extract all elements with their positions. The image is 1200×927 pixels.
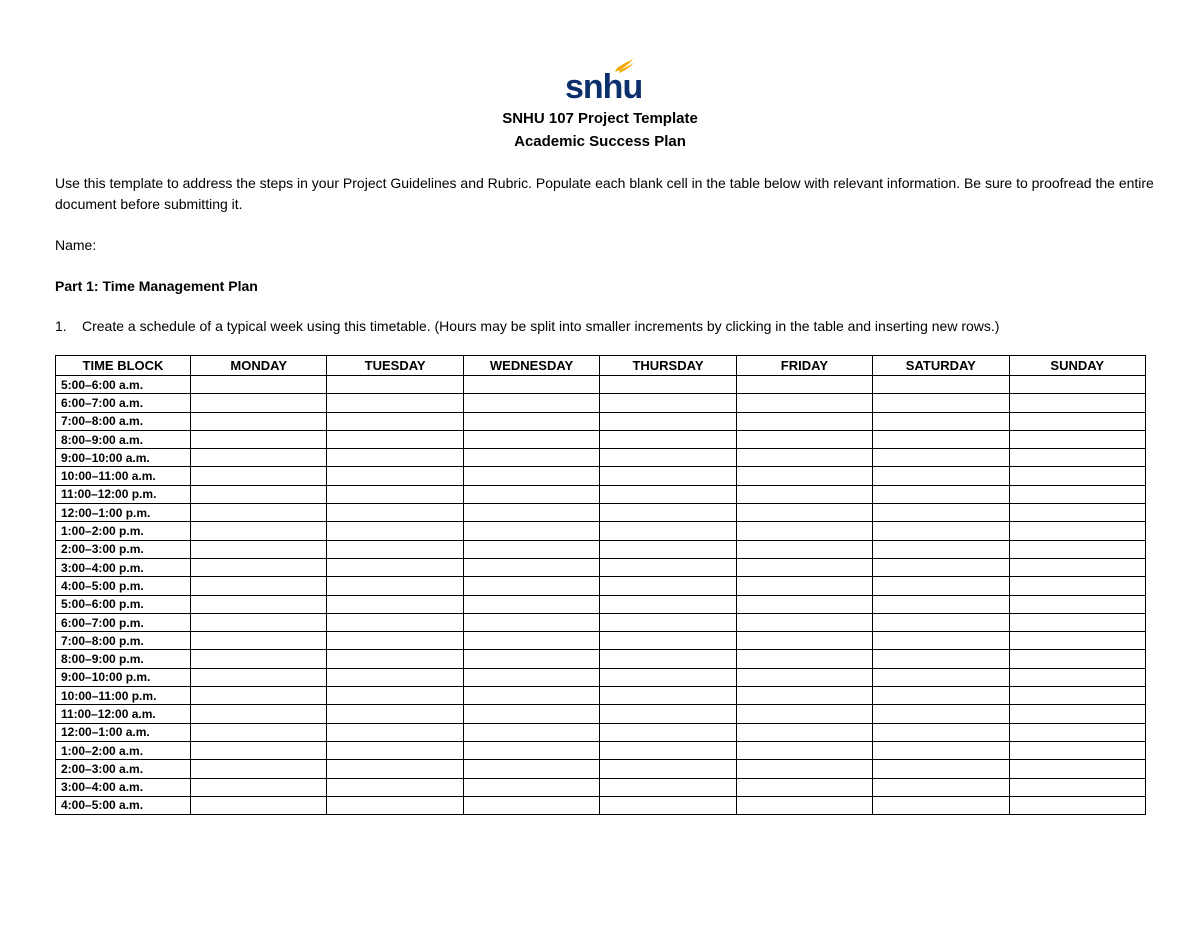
schedule-cell-sunday[interactable]	[1009, 723, 1145, 741]
logo-text: snhu	[565, 68, 643, 106]
schedule-cell-tuesday[interactable]	[327, 595, 463, 613]
schedule-cell-saturday[interactable]	[873, 412, 1009, 430]
schedule-cell-tuesday[interactable]	[327, 650, 463, 668]
schedule-cell-wednesday[interactable]	[463, 558, 599, 576]
schedule-cell-friday[interactable]	[736, 613, 872, 631]
table-row	[56, 430, 1146, 448]
schedule-cell-wednesday[interactable]	[463, 778, 599, 796]
schedule-cell-thursday[interactable]	[600, 430, 736, 448]
schedule-cell-monday[interactable]	[191, 394, 327, 412]
schedule-cell-friday[interactable]	[736, 650, 872, 668]
schedule-cell-tuesday[interactable]	[327, 467, 463, 485]
schedule-cell-friday[interactable]	[736, 558, 872, 576]
schedule-cell-saturday[interactable]	[873, 558, 1009, 576]
schedule-cell-sunday[interactable]	[1009, 595, 1145, 613]
schedule-cell-tuesday[interactable]	[327, 485, 463, 503]
document-title: SNHU 107 Project Template	[502, 110, 698, 127]
schedule-cell-friday[interactable]	[736, 504, 872, 522]
schedule-cell-tuesday[interactable]	[327, 778, 463, 796]
schedule-cell-friday[interactable]	[736, 430, 872, 448]
schedule-cell-friday[interactable]	[736, 412, 872, 430]
schedule-cell-saturday[interactable]	[873, 540, 1009, 558]
schedule-cell-monday[interactable]	[191, 796, 327, 814]
intro-paragraph: Use this template to address the steps in your Project Guidelines and Rubric. Populate each blank cell in the table below with relevant information. Be sure to proofread the entire document before submitting it.	[55, 175, 1154, 212]
schedule-cell-wednesday[interactable]	[463, 540, 599, 558]
schedule-cell-thursday[interactable]	[600, 558, 736, 576]
time-block-cell: 9:00–10:00 p.m.	[56, 668, 191, 686]
schedule-cell-wednesday[interactable]	[463, 522, 599, 540]
schedule-cell-sunday[interactable]	[1009, 577, 1145, 595]
schedule-cell-monday[interactable]	[191, 723, 327, 741]
schedule-cell-saturday[interactable]	[873, 504, 1009, 522]
schedule-cell-thursday[interactable]	[600, 485, 736, 503]
schedule-cell-tuesday[interactable]	[327, 741, 463, 759]
schedule-cell-sunday[interactable]	[1009, 485, 1145, 503]
name-label: Name:	[55, 237, 97, 253]
schedule-cell-wednesday[interactable]	[463, 723, 599, 741]
schedule-cell-monday[interactable]	[191, 687, 327, 705]
table-row	[56, 613, 1146, 631]
schedule-cell-friday[interactable]	[736, 485, 872, 503]
schedule-cell-thursday[interactable]	[600, 650, 736, 668]
table-row	[56, 485, 1146, 503]
schedule-cell-sunday[interactable]	[1009, 540, 1145, 558]
time-block-cell: 2:00–3:00 a.m.	[56, 760, 191, 778]
time-block-cell: 10:00–11:00 a.m.	[56, 467, 191, 485]
schedule-cell-tuesday[interactable]	[327, 522, 463, 540]
table-header-row	[56, 356, 1146, 376]
table-row	[56, 522, 1146, 540]
schedule-cell-saturday[interactable]	[873, 778, 1009, 796]
schedule-cell-thursday[interactable]	[600, 540, 736, 558]
schedule-cell-saturday[interactable]	[873, 687, 1009, 705]
time-block-cell: 3:00–4:00 p.m.	[56, 558, 191, 576]
schedule-cell-saturday[interactable]	[873, 705, 1009, 723]
time-block-cell: 9:00–10:00 a.m.	[56, 449, 191, 467]
schedule-cell-sunday[interactable]	[1009, 522, 1145, 540]
schedule-cell-sunday[interactable]	[1009, 668, 1145, 686]
schedule-cell-thursday[interactable]	[600, 778, 736, 796]
schedule-cell-monday[interactable]	[191, 522, 327, 540]
schedule-cell-saturday[interactable]	[873, 760, 1009, 778]
column-header-sunday: SUNDAY	[1009, 356, 1145, 376]
schedule-cell-monday[interactable]	[191, 650, 327, 668]
schedule-cell-wednesday[interactable]	[463, 741, 599, 759]
schedule-cell-wednesday[interactable]	[463, 376, 599, 394]
schedule-cell-saturday[interactable]	[873, 650, 1009, 668]
schedule-cell-tuesday[interactable]	[327, 632, 463, 650]
schedule-cell-friday[interactable]	[736, 394, 872, 412]
schedule-cell-thursday[interactable]	[600, 687, 736, 705]
schedule-cell-friday[interactable]	[736, 595, 872, 613]
time-block-cell: 6:00–7:00 a.m.	[56, 394, 191, 412]
schedule-cell-friday[interactable]	[736, 449, 872, 467]
schedule-cell-saturday[interactable]	[873, 467, 1009, 485]
schedule-cell-thursday[interactable]	[600, 449, 736, 467]
schedule-cell-tuesday[interactable]	[327, 430, 463, 448]
schedule-cell-tuesday[interactable]	[327, 796, 463, 814]
schedule-cell-monday[interactable]	[191, 449, 327, 467]
schedule-cell-monday[interactable]	[191, 558, 327, 576]
part1-instruction	[55, 316, 1155, 337]
schedule-cell-sunday[interactable]	[1009, 632, 1145, 650]
schedule-cell-saturday[interactable]	[873, 632, 1009, 650]
schedule-cell-thursday[interactable]	[600, 632, 736, 650]
schedule-cell-sunday[interactable]	[1009, 687, 1145, 705]
schedule-cell-wednesday[interactable]	[463, 668, 599, 686]
schedule-cell-wednesday[interactable]	[463, 467, 599, 485]
schedule-cell-tuesday[interactable]	[327, 577, 463, 595]
column-header-time-block: TIME BLOCK	[56, 356, 191, 376]
schedule-cell-sunday[interactable]	[1009, 394, 1145, 412]
schedule-cell-wednesday[interactable]	[463, 632, 599, 650]
schedule-cell-saturday[interactable]	[873, 394, 1009, 412]
schedule-cell-tuesday[interactable]	[327, 394, 463, 412]
schedule-cell-saturday[interactable]	[873, 430, 1009, 448]
schedule-cell-tuesday[interactable]	[327, 558, 463, 576]
time-block-cell: 8:00–9:00 p.m.	[56, 650, 191, 668]
schedule-cell-sunday[interactable]	[1009, 796, 1145, 814]
schedule-cell-sunday[interactable]	[1009, 778, 1145, 796]
schedule-cell-thursday[interactable]	[600, 723, 736, 741]
time-block-cell: 1:00–2:00 a.m.	[56, 741, 191, 759]
schedule-cell-thursday[interactable]	[600, 741, 736, 759]
schedule-cell-thursday[interactable]	[600, 504, 736, 522]
time-block-cell: 2:00–3:00 p.m.	[56, 540, 191, 558]
time-block-cell: 4:00–5:00 a.m.	[56, 796, 191, 814]
schedule-cell-saturday[interactable]	[873, 376, 1009, 394]
schedule-cell-friday[interactable]	[736, 540, 872, 558]
schedule-cell-wednesday[interactable]	[463, 613, 599, 631]
time-block-cell: 5:00–6:00 p.m.	[56, 595, 191, 613]
schedule-cell-tuesday[interactable]	[327, 687, 463, 705]
schedule-cell-sunday[interactable]	[1009, 613, 1145, 631]
schedule-cell-friday[interactable]	[736, 760, 872, 778]
schedule-cell-sunday[interactable]	[1009, 449, 1145, 467]
schedule-cell-monday[interactable]	[191, 412, 327, 430]
schedule-cell-monday[interactable]	[191, 504, 327, 522]
table-row	[56, 668, 1146, 686]
table-row	[56, 796, 1146, 814]
table-row	[56, 760, 1146, 778]
schedule-cell-saturday[interactable]	[873, 522, 1009, 540]
schedule-cell-thursday[interactable]	[600, 595, 736, 613]
schedule-cell-monday[interactable]	[191, 485, 327, 503]
schedule-cell-monday[interactable]	[191, 741, 327, 759]
time-block-cell: 12:00–1:00 p.m.	[56, 504, 191, 522]
time-block-cell: 4:00–5:00 p.m.	[56, 577, 191, 595]
schedule-cell-tuesday[interactable]	[327, 668, 463, 686]
schedule-cell-thursday[interactable]	[600, 394, 736, 412]
schedule-cell-monday[interactable]	[191, 430, 327, 448]
part1-heading: Part 1: Time Management Plan	[55, 278, 258, 294]
schedule-cell-thursday[interactable]	[600, 376, 736, 394]
schedule-cell-friday[interactable]	[736, 723, 872, 741]
schedule-cell-wednesday[interactable]	[463, 394, 599, 412]
schedule-cell-monday[interactable]	[191, 778, 327, 796]
schedule-cell-saturday[interactable]	[873, 723, 1009, 741]
table-row	[56, 376, 1146, 394]
time-block-cell: 3:00–4:00 a.m.	[56, 778, 191, 796]
schedule-table	[55, 355, 1146, 815]
time-block-cell: 11:00–12:00 p.m.	[56, 485, 191, 503]
schedule-cell-wednesday[interactable]	[463, 412, 599, 430]
schedule-cell-sunday[interactable]	[1009, 650, 1145, 668]
snhu-logo	[565, 58, 643, 106]
schedule-cell-monday[interactable]	[191, 705, 327, 723]
schedule-cell-thursday[interactable]	[600, 412, 736, 430]
schedule-cell-monday[interactable]	[191, 376, 327, 394]
schedule-cell-wednesday[interactable]	[463, 705, 599, 723]
schedule-cell-wednesday[interactable]	[463, 504, 599, 522]
schedule-cell-wednesday[interactable]	[463, 796, 599, 814]
schedule-cell-tuesday[interactable]	[327, 412, 463, 430]
schedule-cell-friday[interactable]	[736, 741, 872, 759]
schedule-cell-wednesday[interactable]	[463, 650, 599, 668]
schedule-cell-tuesday[interactable]	[327, 760, 463, 778]
schedule-cell-monday[interactable]	[191, 577, 327, 595]
table-row	[56, 723, 1146, 741]
schedule-cell-monday[interactable]	[191, 595, 327, 613]
schedule-cell-saturday[interactable]	[873, 485, 1009, 503]
schedule-cell-tuesday[interactable]	[327, 376, 463, 394]
table-row	[56, 449, 1146, 467]
time-block-cell: 12:00–1:00 a.m.	[56, 723, 191, 741]
schedule-cell-monday[interactable]	[191, 613, 327, 631]
schedule-cell-wednesday[interactable]	[463, 430, 599, 448]
table-row	[56, 504, 1146, 522]
schedule-cell-monday[interactable]	[191, 668, 327, 686]
instruction-text: Create a schedule of a typical week using this timetable. (Hours may be split into smaller increments by clicking in the table and inserting new rows.)	[82, 318, 1000, 334]
schedule-cell-friday[interactable]	[736, 522, 872, 540]
schedule-cell-sunday[interactable]	[1009, 705, 1145, 723]
column-header-tuesday: TUESDAY	[327, 356, 463, 376]
time-block-cell: 10:00–11:00 p.m.	[56, 687, 191, 705]
table-row	[56, 705, 1146, 723]
instruction-number: 1.	[55, 318, 67, 334]
table-row	[56, 741, 1146, 759]
schedule-cell-wednesday[interactable]	[463, 577, 599, 595]
time-block-cell: 8:00–9:00 a.m.	[56, 430, 191, 448]
schedule-cell-thursday[interactable]	[600, 705, 736, 723]
schedule-cell-thursday[interactable]	[600, 522, 736, 540]
schedule-cell-monday[interactable]	[191, 632, 327, 650]
table-row	[56, 577, 1146, 595]
table-row	[56, 778, 1146, 796]
schedule-cell-sunday[interactable]	[1009, 467, 1145, 485]
schedule-cell-thursday[interactable]	[600, 577, 736, 595]
schedule-cell-friday[interactable]	[736, 467, 872, 485]
table-row	[56, 540, 1146, 558]
schedule-cell-monday[interactable]	[191, 467, 327, 485]
schedule-cell-tuesday[interactable]	[327, 449, 463, 467]
time-block-cell: 11:00–12:00 a.m.	[56, 705, 191, 723]
schedule-cell-saturday[interactable]	[873, 449, 1009, 467]
schedule-cell-friday[interactable]	[736, 778, 872, 796]
schedule-cell-friday[interactable]	[736, 796, 872, 814]
schedule-cell-wednesday[interactable]	[463, 449, 599, 467]
schedule-cell-sunday[interactable]	[1009, 760, 1145, 778]
schedule-cell-saturday[interactable]	[873, 796, 1009, 814]
column-header-thursday: THURSDAY	[600, 356, 736, 376]
schedule-cell-saturday[interactable]	[873, 668, 1009, 686]
table-row	[56, 558, 1146, 576]
schedule-cell-saturday[interactable]	[873, 613, 1009, 631]
schedule-cell-friday[interactable]	[736, 376, 872, 394]
schedule-cell-sunday[interactable]	[1009, 741, 1145, 759]
schedule-cell-tuesday[interactable]	[327, 540, 463, 558]
schedule-cell-thursday[interactable]	[600, 613, 736, 631]
schedule-cell-sunday[interactable]	[1009, 558, 1145, 576]
table-row	[56, 595, 1146, 613]
table-row	[56, 394, 1146, 412]
time-block-cell: 1:00–2:00 p.m.	[56, 522, 191, 540]
schedule-cell-thursday[interactable]	[600, 467, 736, 485]
schedule-cell-thursday[interactable]	[600, 760, 736, 778]
schedule-cell-wednesday[interactable]	[463, 595, 599, 613]
column-header-wednesday: WEDNESDAY	[463, 356, 599, 376]
column-header-monday: MONDAY	[191, 356, 327, 376]
schedule-cell-thursday[interactable]	[600, 796, 736, 814]
schedule-cell-tuesday[interactable]	[327, 504, 463, 522]
schedule-cell-friday[interactable]	[736, 668, 872, 686]
schedule-cell-sunday[interactable]	[1009, 412, 1145, 430]
schedule-cell-wednesday[interactable]	[463, 485, 599, 503]
table-row	[56, 467, 1146, 485]
table-row	[56, 687, 1146, 705]
schedule-cell-thursday[interactable]	[600, 668, 736, 686]
schedule-cell-tuesday[interactable]	[327, 723, 463, 741]
schedule-cell-sunday[interactable]	[1009, 504, 1145, 522]
schedule-cell-monday[interactable]	[191, 760, 327, 778]
schedule-cell-friday[interactable]	[736, 577, 872, 595]
time-block-cell: 5:00–6:00 a.m.	[56, 376, 191, 394]
schedule-cell-saturday[interactable]	[873, 741, 1009, 759]
table-row	[56, 412, 1146, 430]
time-block-cell: 7:00–8:00 p.m.	[56, 632, 191, 650]
document-subtitle: Academic Success Plan	[514, 133, 686, 150]
schedule-cell-friday[interactable]	[736, 705, 872, 723]
schedule-cell-sunday[interactable]	[1009, 376, 1145, 394]
column-header-friday: FRIDAY	[736, 356, 872, 376]
schedule-cell-saturday[interactable]	[873, 577, 1009, 595]
schedule-cell-sunday[interactable]	[1009, 430, 1145, 448]
schedule-cell-wednesday[interactable]	[463, 687, 599, 705]
column-header-saturday: SATURDAY	[873, 356, 1009, 376]
schedule-cell-tuesday[interactable]	[327, 705, 463, 723]
schedule-cell-friday[interactable]	[736, 632, 872, 650]
schedule-cell-wednesday[interactable]	[463, 760, 599, 778]
time-block-cell: 6:00–7:00 p.m.	[56, 613, 191, 631]
time-block-cell: 7:00–8:00 a.m.	[56, 412, 191, 430]
table-row	[56, 632, 1146, 650]
schedule-cell-friday[interactable]	[736, 687, 872, 705]
schedule-cell-tuesday[interactable]	[327, 613, 463, 631]
table-row	[56, 650, 1146, 668]
schedule-cell-monday[interactable]	[191, 540, 327, 558]
schedule-cell-saturday[interactable]	[873, 595, 1009, 613]
